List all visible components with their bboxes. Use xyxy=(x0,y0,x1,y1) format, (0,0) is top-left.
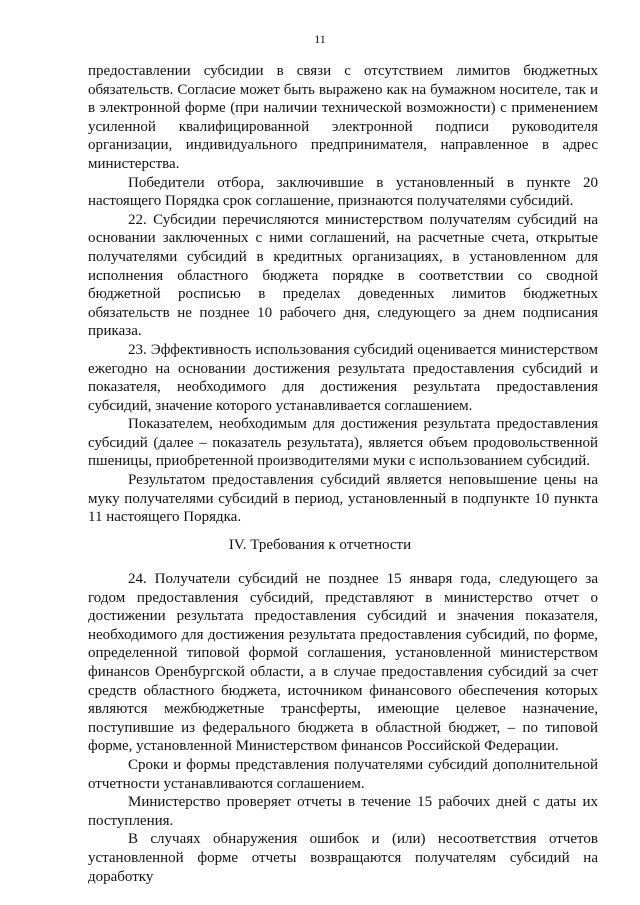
paragraph: Министерство проверяет отчеты в течение 15 рабочих дней с даты их поступления. xyxy=(88,794,598,829)
paragraph: Результатом предоставления субсидий является неповышение цены на муку получателями субсидий в период, установленный в подпункте 10 пункта 11 настоящего Порядка. xyxy=(88,472,598,526)
paragraph-continuation: предоставлении субсидии в связи с отсутствием лимитов бюджетных обязательств. Согласие может быть выражено как на бумажном носителе, так и в электронной форме (при наличии технической возможности) с применением усиленной квалифицированной электронной подписи руководителя организации, индивидуального предпринимателя, направленное в адрес министерства. xyxy=(88,63,598,172)
paragraph: Победители отбора, заключившие в установленный в пункте 20 настоящего Порядка срок соглашение, признаются получателями субсидий. xyxy=(88,174,598,210)
paragraph: В случаях обнаружения ошибок и (или) несоответствия отчетов установленной форме отчеты возвращаются получателям субсидий на доработку xyxy=(88,831,598,885)
paragraph-item-23: 23. Эффективность использования субсидий оценивается министерством ежегодно на основании достижения результата предоставления субсидий и показателя, необходимого для достижения результата предоставления субсидий, значение которого устанавливается соглашением. xyxy=(88,341,598,414)
paragraph-item-22: 22. Субсидии перечисляются министерством получателям субсидий на основании заключенных с ними соглашений, на расчетные счета, открытые получателями субсидий в кредитных организациях, в установленном для исполнения областного бюджета порядке в соответствии со сводной бюджетной росписью в пределах доведенных лимитов бюджетных обязательств не позднее 10 рабочего дня, следующего за днем подписания приказа. xyxy=(88,211,598,340)
body-text-section-iv xyxy=(88,570,598,886)
section-heading: IV. Требования к отчетности xyxy=(228,537,412,553)
page-number: 11 xyxy=(314,32,326,46)
paragraph: Показателем, необходимым для достижения результата предоставления субсидий (далее – показатель результата), является объем продовольственной пшеницы, приобретенной производителями муки с использованием субсидий. xyxy=(88,416,598,470)
paragraph: Сроки и формы представления получателями субсидий дополнительной отчетности устанавливаются соглашением. xyxy=(88,756,598,792)
body-text-before-section xyxy=(88,62,598,527)
paragraph-item-24: 24. Получатели субсидий не позднее 15 января года, следующего за годом предоставления субсидий, представляют в министерство отчет о достижении результата предоставления субсидий и значения показателя, необходимого для достижения результата предоставления субсидий, по форме, определенной типовой формой соглашения, установленной министерством финансов Оренбургской области, а в случае предоставления субсидий за счет средств областного бюджета, источником финансового обеспечения которых являются межбюджетные трансферты, имеющие целевое назначение, поступившие из федерального бюджета в областной бюджет, – по типовой форме, установленной Министерством финансов Российской Федерации. xyxy=(88,571,598,755)
